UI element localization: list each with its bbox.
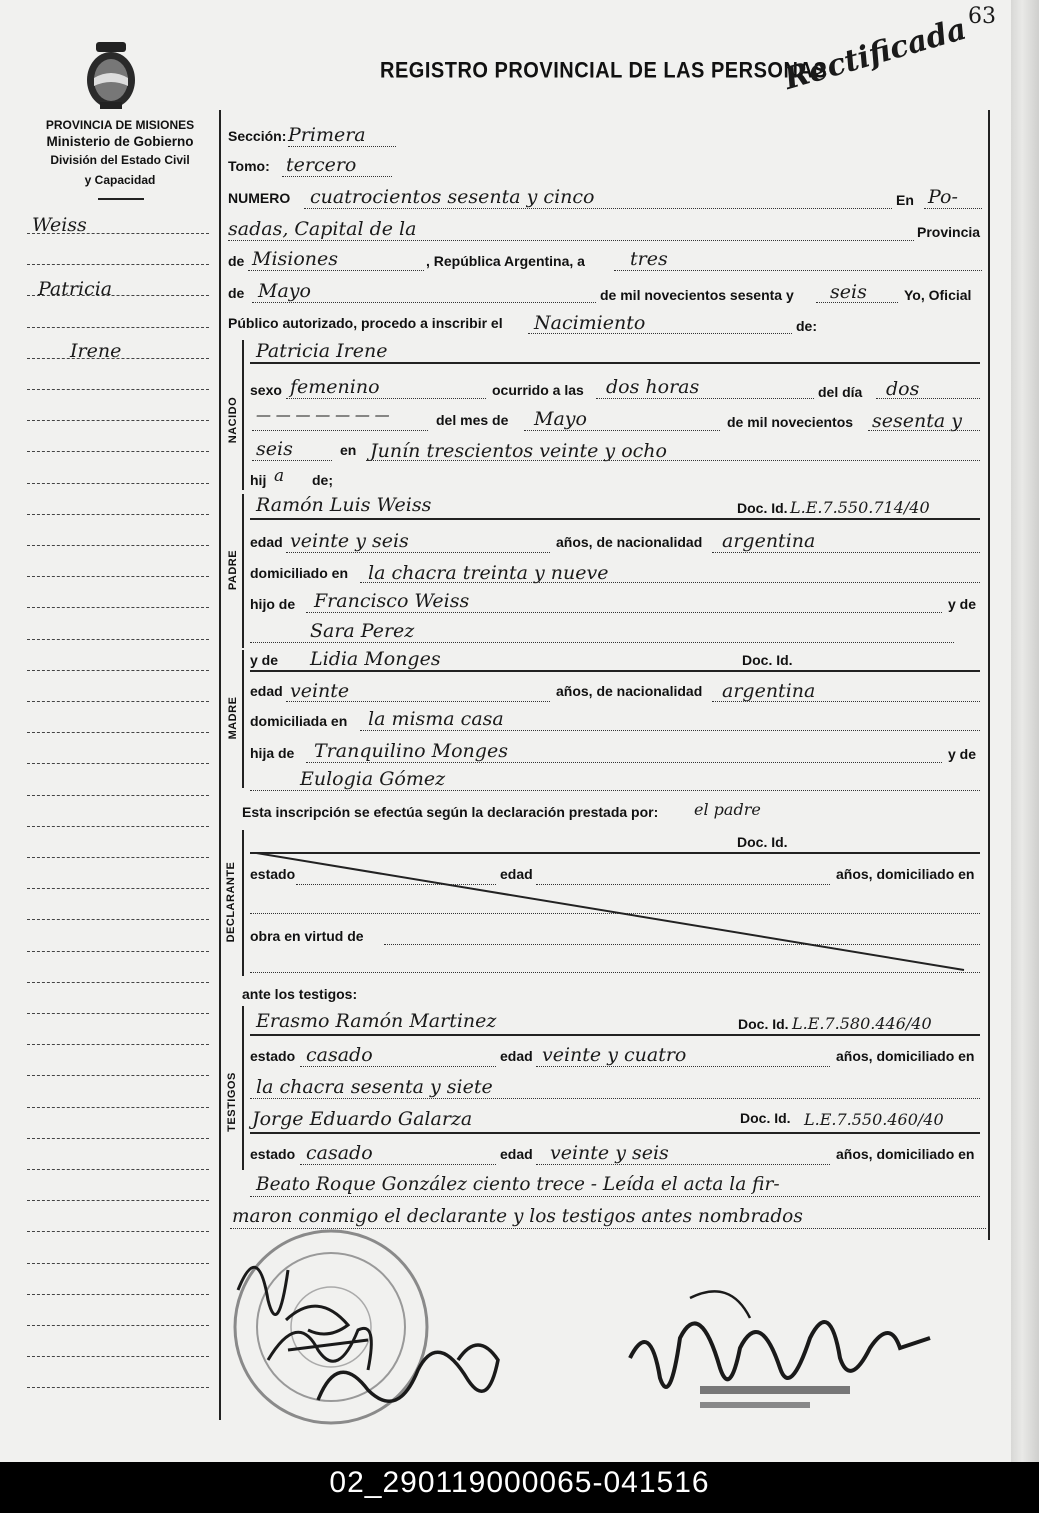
margin-line <box>27 1294 209 1295</box>
declaracion-text: Esta inscripción se efectúa según la declaración prestada por: <box>242 804 659 820</box>
padre-dom-line <box>360 582 980 583</box>
tomo-line <box>282 176 392 177</box>
margin-line <box>27 1200 209 1201</box>
closing-text: maron conmigo el declarante y los testigos antes nombrados <box>232 1206 803 1227</box>
margin-line <box>27 1263 209 1264</box>
margin-line <box>27 670 209 671</box>
dash-fill: — — — — — — — <box>256 406 390 424</box>
padre-nac-label: años, de nacionalidad <box>556 534 703 550</box>
testigo1-edad-line <box>536 1066 830 1067</box>
testigo1-estado-label: estado <box>250 1048 296 1064</box>
month-value: Mayo <box>258 280 311 302</box>
org-division-sub: y Capacidad <box>84 173 156 187</box>
declarante-doc-label: Doc. Id. <box>737 834 788 850</box>
declarante-anios-label: años, domiciliado en <box>836 866 975 882</box>
testigo2-name: Jorge Eduardo Galarza <box>252 1108 473 1130</box>
declarante-edad-label: edad <box>500 866 533 882</box>
margin-line <box>27 389 209 390</box>
coat-of-arms-emblem <box>82 38 140 114</box>
hora-line <box>596 398 814 399</box>
year-suffix: seis <box>830 281 867 303</box>
margin-line <box>27 919 209 920</box>
day-value: tres <box>630 248 668 270</box>
margin-line <box>27 1169 209 1170</box>
madre-edad: veinte <box>290 680 350 702</box>
del-dia-label: del día <box>818 384 863 400</box>
madre-padre-line <box>306 762 942 763</box>
madre-madre-line <box>250 790 980 791</box>
testigos-bracket <box>242 1006 244 1170</box>
de-colon-label: de: <box>796 318 817 334</box>
margin-line <box>27 639 209 640</box>
testigo1-edad: veinte y cuatro <box>542 1044 687 1066</box>
tomo-label: Tomo: <box>228 158 270 174</box>
testigo2-doc: L.E.7.550.460/40 <box>804 1110 944 1129</box>
mil-label: de mil novecientos <box>727 414 854 430</box>
nacido-bracket <box>242 340 244 490</box>
declarante-bracket <box>242 830 244 976</box>
padre-nac-line <box>712 552 980 553</box>
lugar-value: Junín trescientos veinte y ocho <box>370 440 667 462</box>
testigo2-name-line <box>250 1132 980 1134</box>
padre-y-de-label: y de <box>948 596 977 612</box>
declarante-obra-label: obra en virtud de <box>250 928 364 944</box>
testigo1-doc: L.E.7.580.446/40 <box>792 1014 932 1033</box>
de-label-2: de <box>228 285 245 301</box>
act-type-line <box>528 333 792 334</box>
margin-line <box>27 732 209 733</box>
sexo-label: sexo <box>250 382 282 398</box>
testigo2-edad: veinte y seis <box>550 1142 669 1164</box>
margin-name1: Patricia <box>38 278 113 300</box>
page-edge <box>1011 0 1039 1462</box>
tomo-value: tercero <box>286 154 357 176</box>
padre-edad-label: edad <box>250 534 283 550</box>
declarante-label: DECLARANTE <box>225 861 237 943</box>
madre-domicilio: la misma casa <box>368 708 504 730</box>
margin-line <box>27 451 209 452</box>
numero-label: NUMERO <box>228 190 291 206</box>
city-line1 <box>924 208 982 209</box>
province-line <box>248 270 424 271</box>
province-value: Misiones <box>252 248 339 270</box>
padre-dom-label: domiciliado en <box>250 565 349 581</box>
madre-madre-de: Eulogia Gómez <box>300 768 446 790</box>
margin-line <box>27 857 209 858</box>
sexo-value: femenino <box>290 376 380 398</box>
city-part1: Po- <box>928 186 958 208</box>
org-divider <box>98 198 144 200</box>
nacido-name-line <box>250 362 980 364</box>
madre-dom-line <box>360 730 980 731</box>
ocurrido-label: ocurrido a las <box>492 382 584 398</box>
margin-line <box>27 1138 209 1139</box>
org-division: División del Estado Civil <box>50 153 190 167</box>
dia-line <box>876 398 980 399</box>
testigo1-edad-label: edad <box>500 1048 533 1064</box>
oficial-label: Yo, Oficial <box>904 287 972 303</box>
margin-line <box>27 483 209 484</box>
padre-nacionalidad: argentina <box>722 530 816 552</box>
testigo2-estado-line <box>300 1164 496 1165</box>
de-label: de <box>228 253 245 269</box>
padre-domicilio: la chacra treinta y nueve <box>368 562 609 584</box>
archive-code: 02_290119000065-041516 <box>329 1466 710 1499</box>
margin-line <box>27 826 209 827</box>
testigo2-estado-label: estado <box>250 1146 296 1162</box>
madre-nacionalidad: argentina <box>722 680 816 702</box>
padre-padre-de: Francisco Weiss <box>314 590 470 612</box>
testigo1-doc-label: Doc. Id. <box>738 1016 789 1032</box>
margin-line <box>27 982 209 983</box>
del-mes-label: del mes de <box>436 412 509 428</box>
year-line <box>816 302 898 303</box>
madre-y-de-label2: y de <box>948 746 977 762</box>
provincia-label: Provincia <box>917 224 981 240</box>
margin-line <box>27 295 209 296</box>
madre-nac-line <box>712 701 980 702</box>
madre-name: Lidia Monges <box>310 648 441 670</box>
dia-value: dos <box>886 378 920 400</box>
hora-value: dos horas <box>606 376 700 398</box>
margin-line <box>27 1044 209 1045</box>
document-title: REGISTRO PROVINCIAL DE LAS PERSONAS <box>380 58 828 84</box>
nacido-label: NACIDO <box>227 396 239 444</box>
mes-line <box>524 430 720 431</box>
margin-line <box>27 951 209 952</box>
margin-line <box>27 264 209 265</box>
testigo2-domicilio: Beato Roque González ciento trece - Leída el acta la fir- <box>256 1174 780 1195</box>
madre-name-line <box>250 670 980 672</box>
testigo2-edad-label: edad <box>500 1146 533 1162</box>
org-ministry: Ministerio de Gobierno <box>46 134 194 149</box>
numero-line <box>304 208 892 209</box>
padre-madre-de: Sara Perez <box>310 620 415 642</box>
madre-hija-de-label: hija de <box>250 745 295 761</box>
madre-edad-line <box>286 701 550 702</box>
madre-edad-label: edad <box>250 683 283 699</box>
padre-name: Ramón Luis Weiss <box>256 494 432 516</box>
padre-label: PADRE <box>227 549 239 591</box>
anio-value: sesenta y <box>872 410 962 432</box>
margin-line <box>27 1075 209 1076</box>
testigos-intro: ante los testigos: <box>242 986 358 1002</box>
testigo2-edad-line <box>536 1164 830 1165</box>
sexo-line <box>286 398 486 399</box>
testigo2-anios-label: años, domiciliado en <box>836 1146 975 1162</box>
mes-value: Mayo <box>534 408 587 430</box>
en-place-label: en <box>340 442 357 458</box>
city-part2: sadas, Capital de la <box>228 218 417 240</box>
padre-name-line <box>250 518 980 520</box>
seccion-value: Primera <box>288 124 366 146</box>
page-number: 63 <box>968 4 996 29</box>
madre-dom-label: domiciliada en <box>250 713 348 729</box>
month-line <box>252 302 596 303</box>
org-province: PROVINCIA DE MISIONES <box>45 118 195 132</box>
madre-nac-label: años, de nacionalidad <box>556 683 703 699</box>
testigo1-estado-line <box>300 1066 496 1067</box>
anio-line <box>868 430 980 431</box>
officer-signature <box>620 1278 950 1428</box>
margin-name2: Irene <box>70 340 122 362</box>
hijo-de-label: de; <box>312 472 333 488</box>
day-line <box>614 270 982 271</box>
margin-line <box>27 1231 209 1232</box>
testigo2-dom-line <box>250 1196 980 1197</box>
margin-line <box>27 545 209 546</box>
hijo-label: hij <box>250 472 267 488</box>
margin-line <box>27 358 209 359</box>
seccion-label: Sección: <box>228 128 287 144</box>
padre-bracket <box>242 494 244 648</box>
padre-doc-label: Doc. Id. <box>737 500 788 516</box>
padre-edad: veinte y seis <box>290 530 409 552</box>
madre-bracket <box>242 650 244 788</box>
seccion-line <box>288 146 396 147</box>
padre-edad-line <box>286 552 550 553</box>
dash-line <box>252 430 428 431</box>
declarante-estado-label: estado <box>250 866 296 882</box>
margin-line <box>27 576 209 577</box>
margin-line <box>27 1013 209 1014</box>
testigo1-anios-label: años, domiciliado en <box>836 1048 975 1064</box>
margin-line <box>27 327 209 328</box>
testigos-label: TESTIGOS <box>226 1072 238 1132</box>
margin-line <box>27 795 209 796</box>
margin-line <box>27 1356 209 1357</box>
padre-madre-line <box>250 642 954 643</box>
city-line2 <box>228 240 914 241</box>
mil-novecientos-label: de mil novecientos sesenta y <box>600 287 794 303</box>
lugar-line <box>366 460 980 461</box>
testigo1-domicilio: la chacra sesenta y siete <box>256 1076 493 1098</box>
padre-hijo-de-label: hijo de <box>250 596 296 612</box>
margin-line <box>27 514 209 515</box>
margin-divider <box>219 110 221 1420</box>
declarante-strike-line <box>250 852 980 976</box>
right-frame <box>988 110 990 1240</box>
padre-doc: L.E.7.550.714/40 <box>790 498 930 517</box>
republica-label: , República Argentina, a <box>426 253 585 269</box>
margin-line <box>27 888 209 889</box>
numero-value: cuatrocientos sesenta y cinco <box>310 186 595 208</box>
margin-line <box>27 1387 209 1388</box>
margin-line <box>27 233 209 234</box>
madre-y-de-label: y de <box>250 652 279 668</box>
act-type: Nacimiento <box>534 312 646 334</box>
testigo1-dom-line <box>250 1098 980 1099</box>
declaracion-value: el padre <box>694 800 761 819</box>
margin-surname: Weiss <box>32 214 87 236</box>
nacido-name: Patricia Irene <box>256 340 388 362</box>
margin-line <box>27 763 209 764</box>
publico-label: Público autorizado, procedo a inscribir el <box>228 315 503 331</box>
margin-line <box>27 420 209 421</box>
testigo2-estado: casado <box>306 1142 373 1164</box>
anio-value-2: seis <box>256 438 293 460</box>
madre-padre-de: Tranquilino Monges <box>314 740 508 762</box>
en-label: En <box>896 192 914 208</box>
margin-line <box>27 701 209 702</box>
padre-padre-line <box>306 612 942 613</box>
hijo-suffix: a <box>274 466 285 486</box>
witness-signatures <box>228 1230 528 1430</box>
testigo1-name-line <box>250 1034 980 1036</box>
testigo2-doc-label: Doc. Id. <box>740 1110 791 1126</box>
margin-line <box>27 1107 209 1108</box>
rectificada-annotation: Rectificada <box>780 11 971 97</box>
madre-doc-label: Doc. Id. <box>742 652 793 668</box>
testigo1-name: Erasmo Ramón Martinez <box>256 1010 497 1032</box>
testigo1-estado: casado <box>306 1044 373 1066</box>
margin-line <box>27 607 209 608</box>
anio-line-2 <box>252 460 332 461</box>
madre-label: MADRE <box>227 696 239 740</box>
margin-line <box>27 1325 209 1326</box>
